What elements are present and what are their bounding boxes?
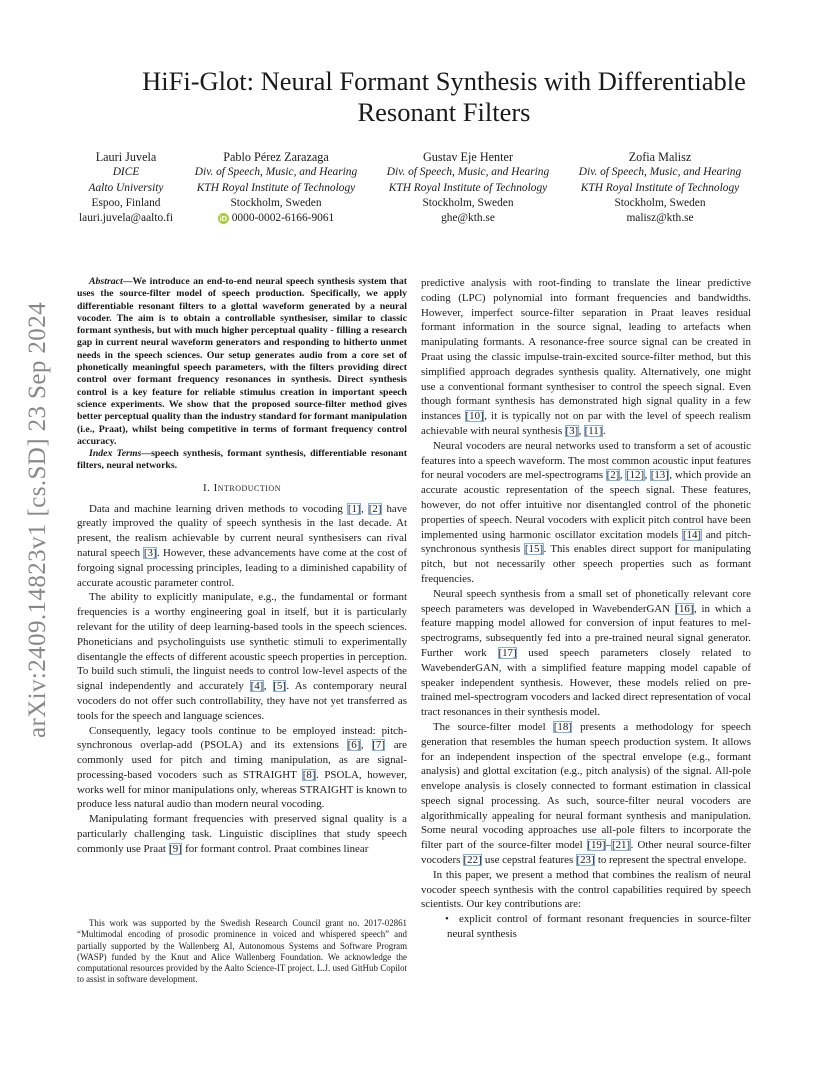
citation-link[interactable]: [2] bbox=[368, 502, 382, 515]
text-run: and pitch-synchronous synthesis bbox=[421, 528, 751, 556]
text-run: . However, these advancements have come at the cost of forgoing signal processing principles, leading to a diminished capability of accurate acoustic parameter control. bbox=[77, 546, 407, 589]
citation-link[interactable]: [16] bbox=[675, 602, 694, 615]
left-column bbox=[77, 276, 407, 857]
citation-link[interactable]: [15] bbox=[524, 543, 544, 556]
text-run: , bbox=[361, 502, 369, 515]
author-name: Gustav Eje Henter bbox=[422, 150, 514, 164]
author-orcid[interactable] bbox=[176, 211, 376, 226]
contribution-list-item bbox=[421, 912, 751, 942]
text-run: Neural vocoders are neural networks used to transform a set of acoustic features into a speech waveform. The most common acoustic input features for neural vocoders are mel-spectrograms bbox=[421, 439, 751, 482]
citation-link[interactable]: [10] bbox=[465, 410, 484, 423]
text-run: Consequently, legacy tools continue to be employed instead: pitch-synchronous overlap-add (PSOLA) and its extensions bbox=[77, 724, 407, 752]
citation-link[interactable]: [12] bbox=[625, 469, 645, 482]
index-terms-heading: Index Terms bbox=[89, 448, 142, 460]
text-run: . As contemporary neural vocoders do not offer such controllability, they have not yet transferred as tools for the speech and language sciences. bbox=[77, 680, 407, 722]
citation-link[interactable]: [7] bbox=[372, 739, 385, 752]
citation-link[interactable]: [23] bbox=[576, 854, 595, 867]
text-run: for formant control. Praat combines linear bbox=[182, 842, 369, 855]
text-run: . Other neural source-filter vocoders bbox=[421, 839, 751, 867]
text-run: , it is typically not on par with the level of speech realism achievable with neural synthesis bbox=[421, 410, 751, 437]
text-run: The ability to explicitly manipulate, e.g., the fundamental or formant frequencies is a worthy engineering goal in itself, but it is particularly relevant for the utility of deep learning-based tools in the speech sciences. Phoneticians and psycholinguists use synthetic stimuli to experimentally disentangle the effects of different acoustic speech properties in perception. To build such stimuli, the linguist needs to control low-level aspects of the signal independently and accurately bbox=[77, 591, 407, 693]
author-location: Espoo, Finland bbox=[91, 196, 161, 209]
index-terms-body: —speech synthesis, formant synthesis, differentiable resonant filters, neural networks. bbox=[77, 448, 407, 472]
paragraph bbox=[421, 587, 751, 720]
text-run: used speech parameters closely related to WavebenderGAN, with a simplified feature mapping model capable of speaker independent synthesis. However, these models relied on pre-trained mel-spectrogram vocoders and lacked direct representation of vocal tract resonances in their synthesis model. bbox=[421, 646, 751, 719]
text-run: , bbox=[263, 680, 273, 693]
text-run: – bbox=[605, 839, 612, 852]
author-email[interactable]: lauri.juvela@aalto.fi bbox=[79, 212, 173, 225]
text-run: . bbox=[602, 424, 606, 437]
citation-link[interactable]: [3] bbox=[565, 424, 579, 437]
author-institution: KTH Royal Institute of Technology bbox=[196, 181, 356, 194]
author-name: Zofia Malisz bbox=[628, 150, 692, 164]
text-run: to represent the spectral envelope. bbox=[595, 854, 747, 867]
citation-link[interactable]: [13] bbox=[650, 469, 669, 482]
paragraph bbox=[77, 590, 407, 723]
citation-link[interactable]: [14] bbox=[682, 528, 702, 541]
author-affiliation: DICE bbox=[112, 166, 140, 179]
paragraph bbox=[77, 812, 407, 856]
citation-link[interactable]: [11] bbox=[584, 424, 603, 437]
author-institution: KTH Royal Institute of Technology bbox=[580, 181, 740, 194]
text-run: Manipulating formant frequencies with preserved signal quality is a particularly challenging task. Linguistic disciplines that study speech commonly use Praat bbox=[77, 813, 407, 855]
author-affiliation: Div. of Speech, Music, and Hearing bbox=[194, 166, 358, 179]
text-run: , bbox=[619, 469, 626, 482]
author-location: Stockholm, Sweden bbox=[230, 196, 322, 209]
funding-footnote: This work was supported by the Swedish Research Council grant no. 2017-02861 “Multimodal encoding of prosodic prominence in voiced and whispered speech” and partially supported by the Wallenberg AI, Autonomous Systems and Software Program (WASP) funded by the Knut and Alice Wallenberg Foundation. We acknowledge the computational resources provided by the Aalto Science-IT project. L.J. used GitHub Copilot to assist in software development. bbox=[77, 918, 407, 985]
contribution-text: explicit control of formant resonant frequencies in source-filter neural synthesis bbox=[447, 913, 751, 941]
author-2 bbox=[176, 150, 376, 227]
text-run: , bbox=[360, 739, 372, 752]
index-terms bbox=[77, 448, 407, 473]
text-run: are commonly used for pitch and timing manipulation, as are signal-processing-based vocoders such as STRAIGHT bbox=[77, 739, 407, 781]
author-location: Stockholm, Sweden bbox=[614, 196, 706, 209]
author-name: Pablo Pérez Zarazaga bbox=[223, 150, 329, 164]
text-run: Data and machine learning driven methods to vocoding bbox=[89, 502, 348, 515]
citation-link[interactable]: [5] bbox=[273, 680, 286, 693]
citation-link[interactable]: [9] bbox=[169, 842, 182, 855]
author-email[interactable]: malisz@kth.se bbox=[626, 212, 694, 225]
author-block bbox=[0, 150, 828, 230]
citation-link[interactable]: [1] bbox=[347, 502, 361, 515]
author-institution: Aalto University bbox=[88, 181, 164, 194]
paper-title bbox=[60, 66, 828, 128]
abstract bbox=[77, 276, 407, 448]
arxiv-identifier: arXiv:2409.14823v1 [cs.SD] 23 Sep 2024 bbox=[24, 302, 51, 739]
citation-link[interactable]: [8] bbox=[302, 768, 316, 781]
text-run: , bbox=[578, 424, 585, 437]
citation-link[interactable]: [21] bbox=[611, 839, 631, 852]
title-line-2: Resonant Filters bbox=[357, 97, 531, 127]
bullet-icon: • bbox=[445, 913, 449, 926]
paragraph bbox=[421, 439, 751, 587]
citation-link[interactable]: [22] bbox=[463, 854, 482, 867]
paragraph bbox=[77, 502, 407, 591]
citation-link[interactable]: [17] bbox=[498, 646, 517, 659]
author-email[interactable]: ghe@kth.se bbox=[441, 212, 495, 225]
orcid-id[interactable]: 0000-0002-6166-9061 bbox=[231, 212, 335, 225]
author-name: Lauri Juvela bbox=[95, 150, 157, 164]
right-column bbox=[421, 276, 751, 942]
author-affiliation: Div. of Speech, Music, and Hearing bbox=[578, 166, 742, 179]
text-run: The source-filter model bbox=[433, 720, 554, 733]
citation-link[interactable]: [6] bbox=[347, 739, 361, 752]
text-run: Neural speech synthesis from a small set of phonetically relevant core speech parameters was developed in WavebenderGAN bbox=[421, 587, 751, 615]
author-3 bbox=[368, 150, 568, 226]
citation-link[interactable]: [18] bbox=[553, 720, 572, 733]
paragraph bbox=[421, 720, 751, 868]
title-line-1: HiFi-Glot: Neural Formant Synthesis with Differentiable bbox=[142, 66, 746, 96]
text-run: presents a methodology for speech generation that resembles the human speech production system. It allows for an independent inspection of the spectral envelope (e.g., formant analysis) and glottal excitation (e.g., pitch analysis) of the signal. All-pole envelope analysis is closely connected to formant estimation in classical speech signal processing. As such, source-filter neural vocoders are algorithmically appealing for neural formant synthesis and manipulation. Some neural vocoding approaches use all-pole filters to incorporate the filter part of the source-filter model bbox=[421, 720, 751, 852]
text-run: predictive analysis with root-finding to translate the linear predictive coding (LPC) polynomial into formant frequencies and bandwidths. However, imperfect source-filter separation in Praat leaves residual formant information in the source signal, leading to artefacts when manipulating formants. A resonance-free source signal can be created in Praat using the classic impulse-train-excited source-filter method, but this simplified approach degrades synthesis quality. Alternatively, one might use a conventional formant synthesiser to control the speech signal. Even though formant synthesis has demonstrated high signal quality in a few instances bbox=[421, 277, 751, 423]
orcid-icon[interactable]: iD bbox=[219, 214, 227, 224]
paragraph bbox=[421, 276, 751, 439]
section-heading-introduction: I. Introduction bbox=[203, 481, 281, 494]
citation-link[interactable]: [2] bbox=[606, 469, 620, 482]
text-run: . This enables direct support for manipulating pitch, but not necessarily other speech properties such as formant frequencies. bbox=[421, 543, 752, 585]
author-1 bbox=[64, 150, 188, 226]
text-run: . PSOLA, however, works well for minor manipulations only, whereas STRAIGHT is known to produce less natural audio than modern neural vocoding. bbox=[77, 768, 407, 811]
text-run: use cepstral features bbox=[482, 854, 576, 867]
author-affiliation: Div. of Speech, Music, and Hearing bbox=[386, 166, 550, 179]
author-institution: KTH Royal Institute of Technology bbox=[388, 181, 548, 194]
citation-link[interactable]: [4] bbox=[250, 680, 264, 693]
text-run: have greatly improved the quality of speech synthesis in the last decade. At present, the realism achievable by current neural synthesisers can rival natural speech bbox=[77, 502, 407, 559]
author-location: Stockholm, Sweden bbox=[422, 196, 514, 209]
citation-link[interactable]: [19] bbox=[587, 839, 606, 852]
paragraph bbox=[77, 724, 407, 813]
citation-link[interactable]: [3] bbox=[143, 546, 157, 559]
abstract-body: —We introduce an end-to-end neural speech synthesis system that uses the source-filter model of speech production. Specifically, we apply differentiable resonant filters to a glottal waveform generated by a neural vocoder. The aim is to obtain a controllable synthesiser, similar to classic formant synthesis, but with much higher perceptual quality - filling a research gap in current neural waveform generators and responding to hitherto unmet needs in the speech sciences. Our setup generates audio from a core set of phonetically meaningful speech parameters, with the filters providing direct control over formant frequency resonances in synthesis. Direct synthesis control is a key feature for reliable stimulus creation in important speech science experiments. We show that the proposed source-filter method gives better perceptual quality than the industry standard for formant manipulation (i.e., Praat), whilst being competitive in terms of formant frequency control accuracy. bbox=[77, 276, 407, 447]
text-run: , bbox=[644, 469, 651, 482]
text-run: , which provide an accurate acoustic representation of the speech signal. These features, however, do not offer intuitive nor disentangled control of the phonetic properties of speech. Neural vocoders with explicit pitch control have been implemented using harmonic oscillator excitation models bbox=[421, 469, 752, 541]
author-4 bbox=[560, 150, 760, 226]
paragraph: In this paper, we present a method that combines the realism of neural vocoder speech synthesis with the control capabilities required by speech scientists. Our key contributions are: bbox=[421, 868, 751, 911]
text-run: , in which a feature mapping model allowed for conversion of input features to mel-spectrograms, subsequently fed into a pre-trained neural signal generator. Further work bbox=[421, 602, 752, 659]
abstract-heading: Abstract bbox=[89, 276, 123, 287]
